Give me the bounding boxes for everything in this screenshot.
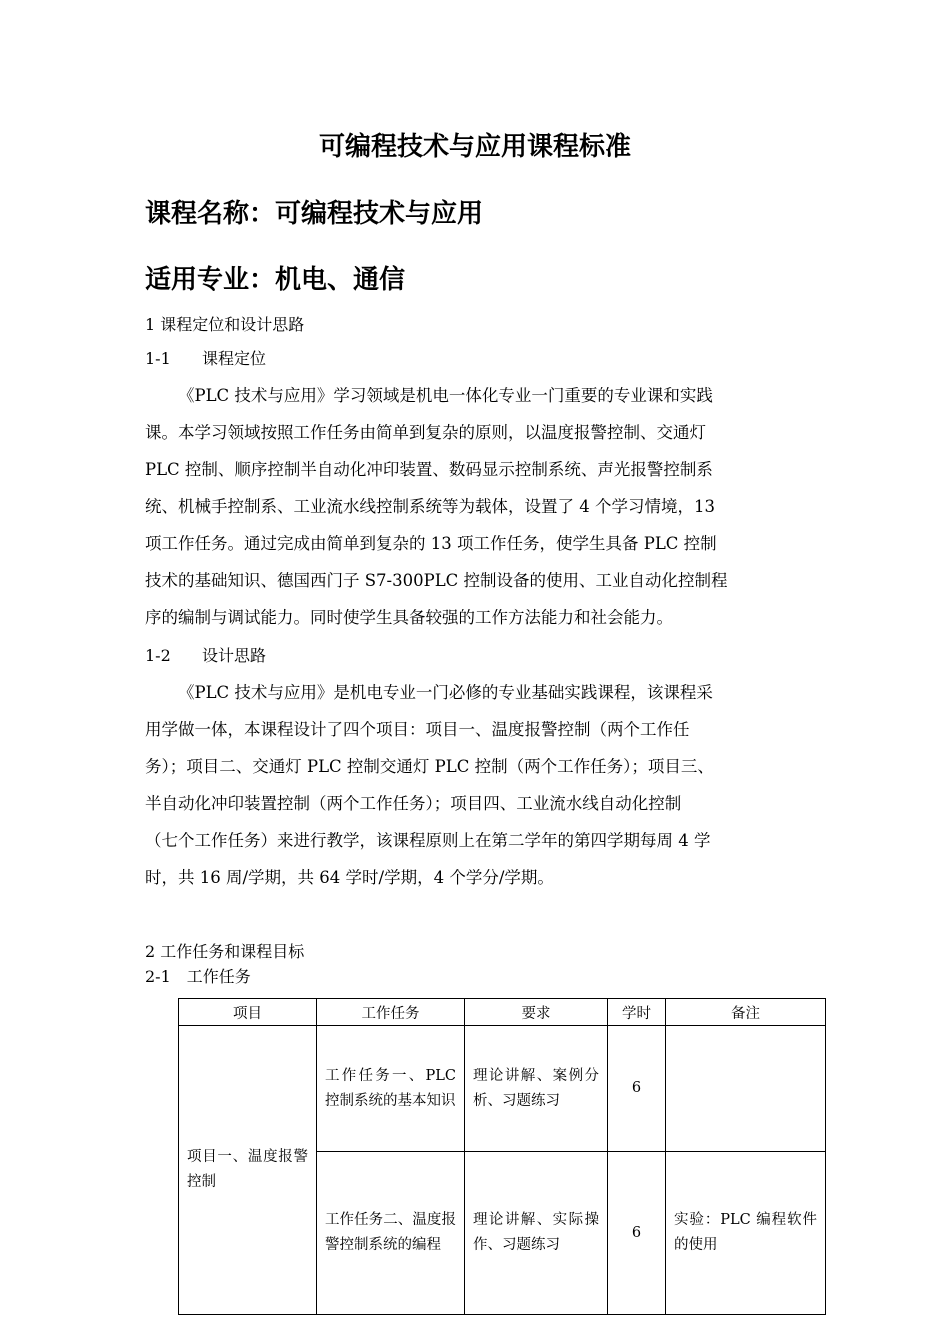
majors-heading: 适用专业：机电、通信: [145, 265, 406, 295]
requirement-cell: 理论讲解、案例分析、习题练习: [465, 1026, 608, 1152]
section-2-heading: 2 工作任务和课程目标: [145, 942, 305, 961]
section-1-2-heading: [145, 644, 266, 668]
paragraph-line: 务）；项目二、交通灯 PLC 控制交通灯 PLC 控制（两个工作任务）；项目三、: [145, 757, 714, 776]
column-header: 工作任务: [317, 999, 465, 1026]
column-header: 项目: [179, 999, 317, 1026]
paragraph-line: 序的编制与调试能力。同时使学生具备较强的工作方法能力和社会能力。: [145, 608, 673, 627]
course-name-heading: 课程名称：可编程技术与应用: [145, 199, 484, 229]
paragraph-line: 时，共 16 周/学期，共 64 学时/学期，4 个学分/学期。: [145, 868, 554, 887]
column-header: 要求: [465, 999, 608, 1026]
note-cell: [666, 1026, 826, 1152]
section-2-1-heading: 2-1 工作任务: [145, 967, 251, 986]
section-number: 1-1: [145, 349, 171, 368]
task-cell: 工作任务二、温度报警控制系统的编程: [317, 1152, 465, 1315]
requirement-cell: 理论讲解、实际操作、习题练习: [465, 1152, 608, 1315]
column-header: 学时: [608, 999, 666, 1026]
paragraph-line: 项工作任务。通过完成由简单到复杂的 13 项工作任务，使学生具备 PLC 控制: [145, 534, 717, 553]
section-1-1-heading: [145, 347, 266, 371]
document-title: 可编程技术与应用课程标准: [318, 132, 631, 162]
hours-cell: 6: [608, 1152, 666, 1315]
hours-cell: 6: [608, 1026, 666, 1152]
note-cell: 实验：PLC 编程软件的使用: [666, 1152, 826, 1315]
paragraph-line: 半自动化冲印装置控制（两个工作任务）；项目四、工业流水线自动化控制: [145, 794, 682, 813]
paragraph-line: 《PLC 技术与应用》是机电专业一门必修的专业基础实践课程，该课程采: [178, 683, 713, 702]
project-cell: 项目一、温度报警控制: [179, 1026, 317, 1315]
paragraph-line: （七个工作任务）来进行教学，该课程原则上在第二学年的第四学期每周 4 学: [145, 831, 711, 850]
table-row: [179, 1026, 826, 1152]
work-tasks-table: [178, 998, 826, 1315]
section-number: 1-2: [145, 646, 171, 665]
paragraph-line: 《PLC 技术与应用》学习领域是机电一体化专业一门重要的专业课和实践: [178, 386, 713, 405]
course-positioning-paragraph: [145, 377, 810, 636]
section-title: 设计思路: [202, 646, 267, 665]
paragraph-line: PLC 控制、顺序控制半自动化冲印装置、数码显示控制系统、声光报警控制系: [145, 460, 713, 479]
design-ideas-paragraph: [145, 674, 810, 896]
paragraph-line: 统、机械手控制系、工业流水线控制系统等为载体，设置了 4 个学习情境，13: [145, 497, 715, 516]
table-header-row: [179, 999, 826, 1026]
paragraph-line: 技术的基础知识、德国西门子 S7-300PLC 控制设备的使用、工业自动化控制程: [145, 571, 728, 590]
paragraph-line: 用学做一体，本课程设计了四个项目：项目一、温度报警控制（两个工作任: [145, 720, 690, 739]
column-header: 备注: [666, 999, 826, 1026]
paragraph-line: 课。本学习领域按照工作任务由简单到复杂的原则，以温度报警控制、交通灯: [145, 423, 706, 442]
task-cell: 工作任务一、PLC 控制系统的基本知识: [317, 1026, 465, 1152]
section-1-heading: 1 课程定位和设计思路: [145, 315, 305, 334]
section-title: 课程定位: [202, 349, 267, 368]
